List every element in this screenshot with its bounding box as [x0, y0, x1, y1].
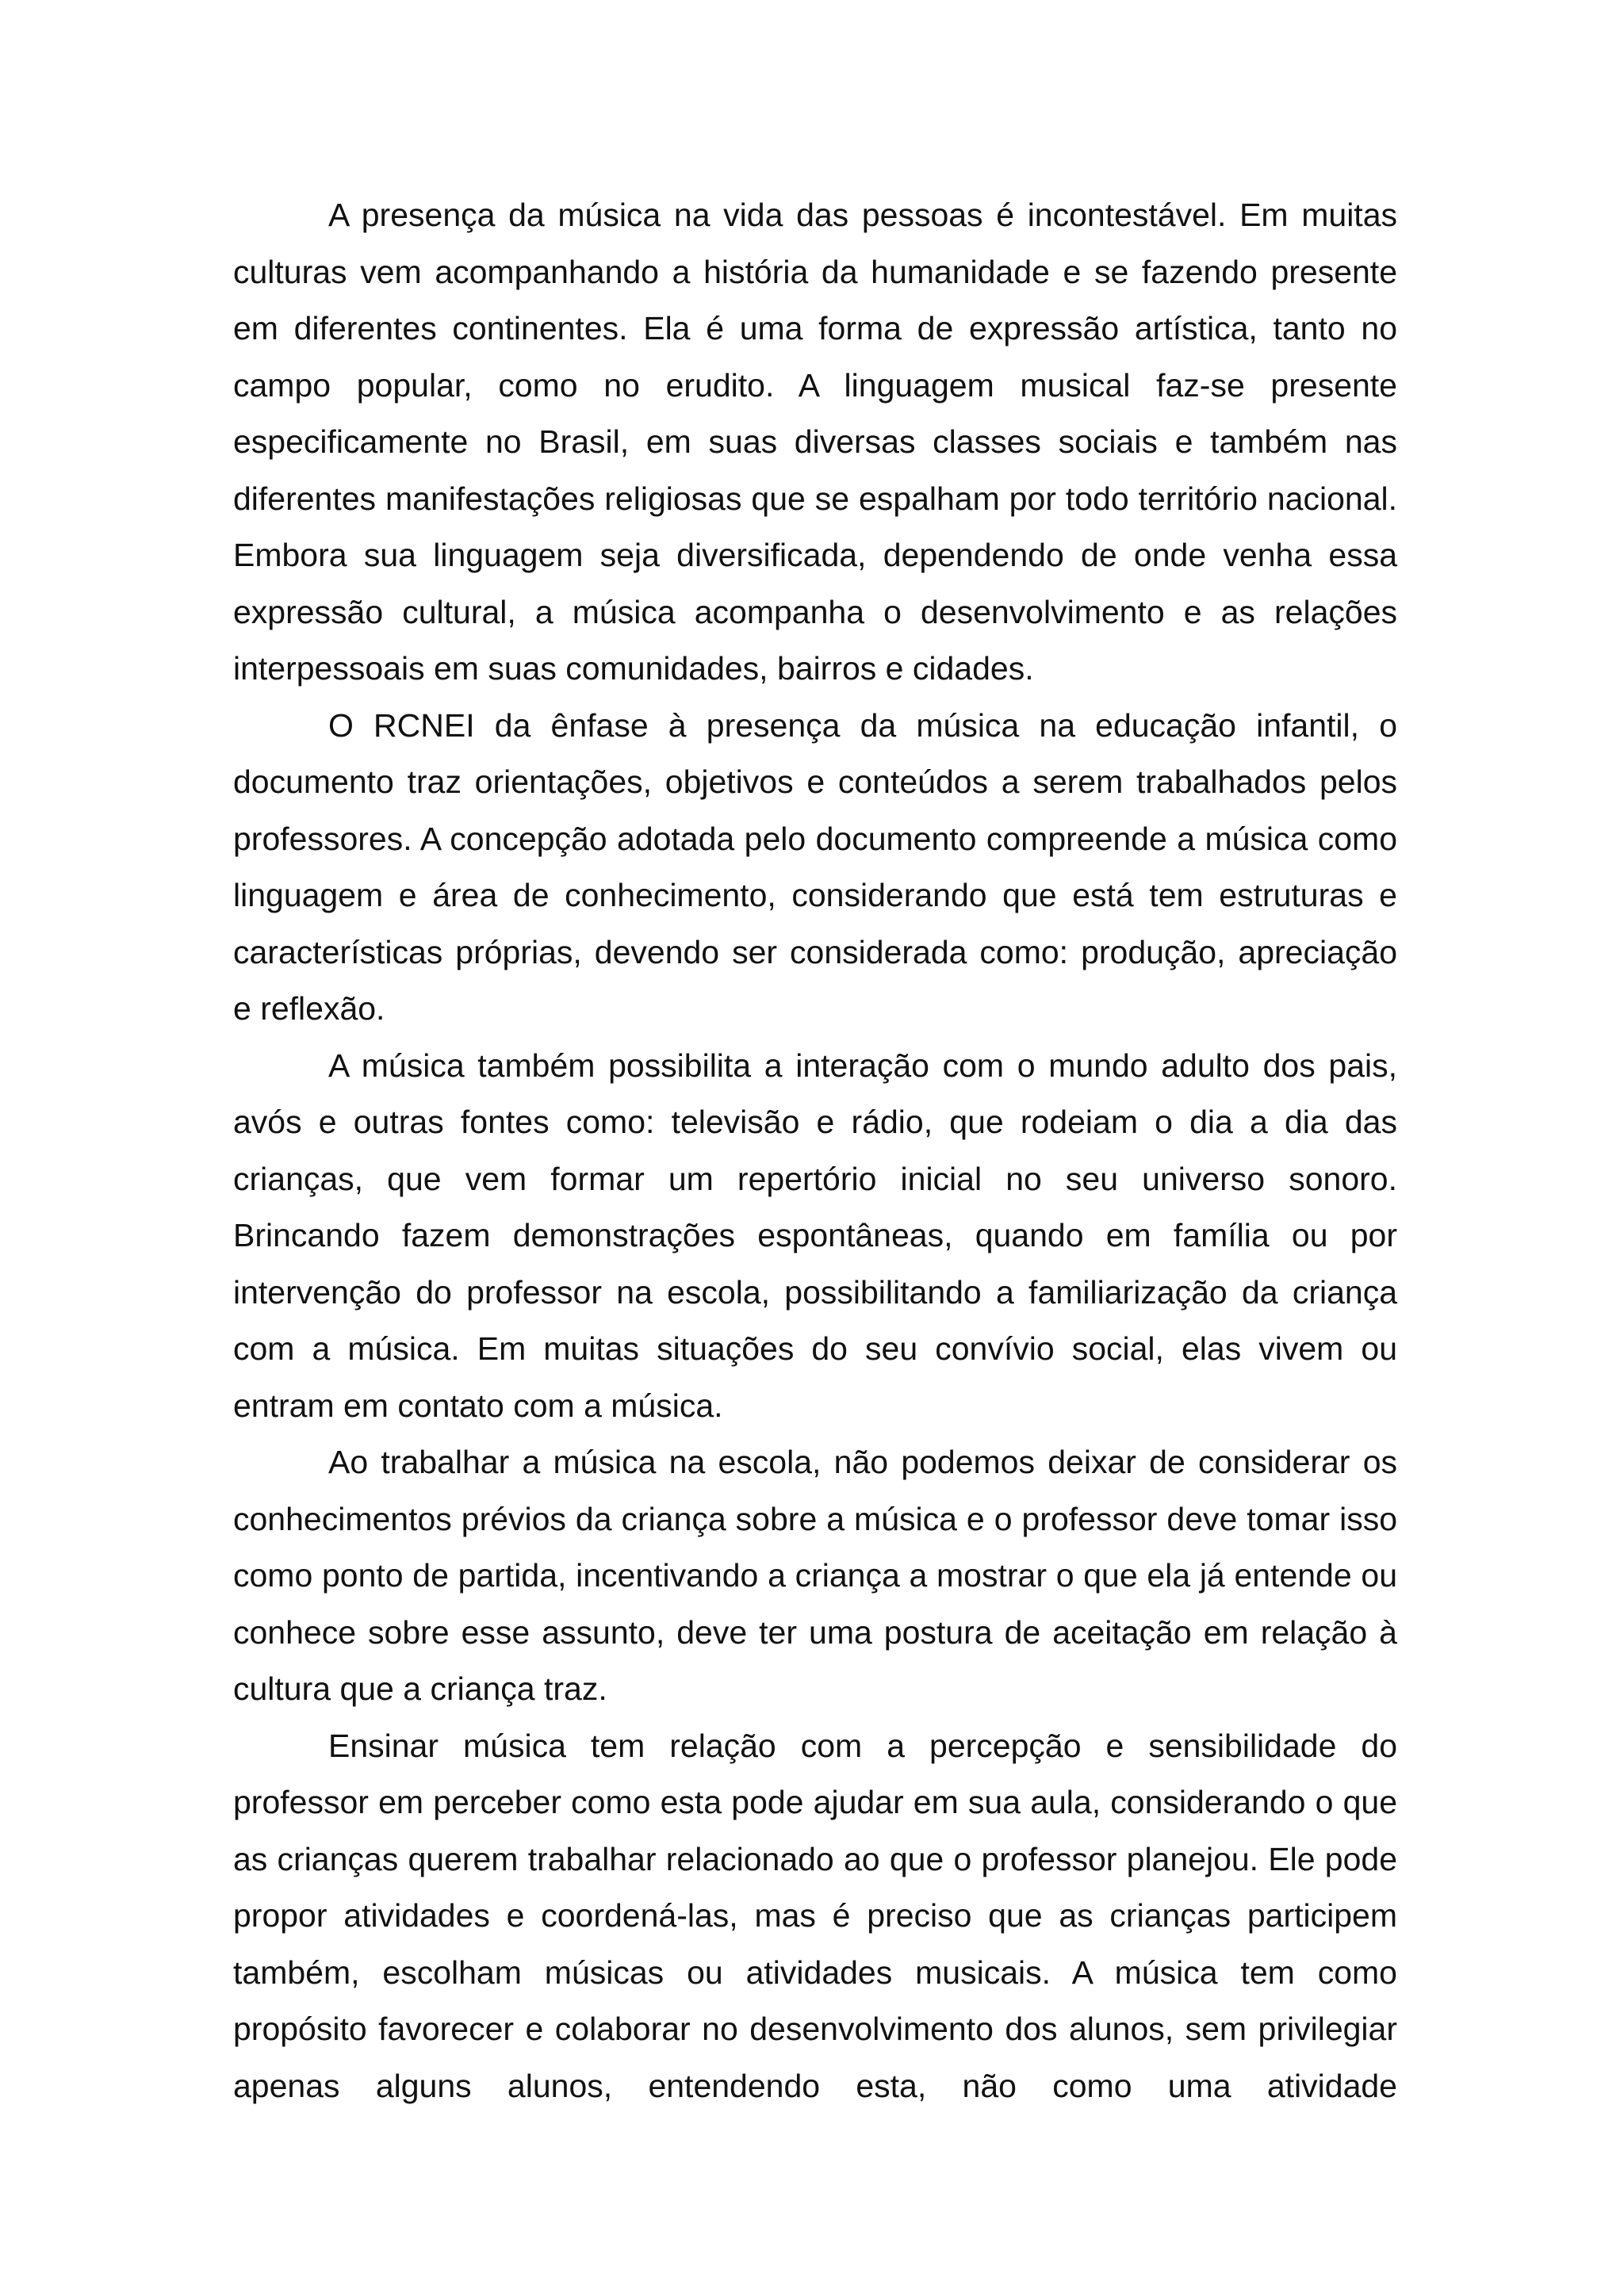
paragraph: Ao trabalhar a música na escola, não podemos deixar de considerar os conhecimentos prévios da criança sobre a música e o professor deve tomar isso como ponto de partida, incentivando a criança a mostrar o que ela já entende ou conhece sobre esse assunto, deve ter uma postura de aceitação em relação à cultura que a criança traz.: [233, 1444, 1397, 1707]
body-text: [233, 187, 1397, 2114]
paragraph: A música também possibilita a interação com o mundo adulto dos pais, avós e outras fontes como: televisão e rádio, que rodeiam o dia a dia das crianças, que vem formar um repertório inicial no seu universo sonoro. Brincando fazem demonstrações espontâneas, quando em família ou por intervenção do professor na escola, possibilitando a familiarização da criança com a música. Em muitas situações do seu convívio social, elas vivem ou entram em contato com a música.: [233, 1047, 1397, 1424]
paragraph: A presença da música na vida das pessoas é incontestável. Em muitas culturas vem acompanhando a história da humanidade e se fazendo presente em diferentes continentes. Ela é uma forma de expressão artística, tanto no campo popular, como no erudito. A linguagem musical faz-se presente especificamente no Brasil, em suas diversas classes sociais e também nas diferentes manifestações religiosas que se espalham por todo território nacional. Embora sua linguagem seja diversificada, dependendo de onde venha essa expressão cultural, a música acompanha o desenvolvimento e as relações interpessoais em suas comunidades, bairros e cidades.: [233, 197, 1397, 687]
paragraph: O RCNEI da ênfase à presença da música na educação infantil, o documento traz orientações, objetivos e conteúdos a serem trabalhados pelos professores. A concepção adotada pelo documento compreende a música como linguagem e área de conhecimento, considerando que está tem estruturas e características próprias, devendo ser considerada como: produção, apreciação e reflexão.: [233, 706, 1397, 1027]
paragraph: Ensinar música tem relação com a percepção e sensibilidade do professor em perceber como esta pode ajudar em sua aula, considerando o que as crianças querem trabalhar relacionado ao que o professor planejou. Ele pode propor atividades e coordená-las, mas é preciso que as crianças participem também, escolham músicas ou atividades musicais. A música tem como propósito favorecer e colaborar no desenvolvimento dos alunos, sem privilegiar apenas alguns alunos, entendendo esta, não como uma atividade: [233, 1727, 1397, 2104]
